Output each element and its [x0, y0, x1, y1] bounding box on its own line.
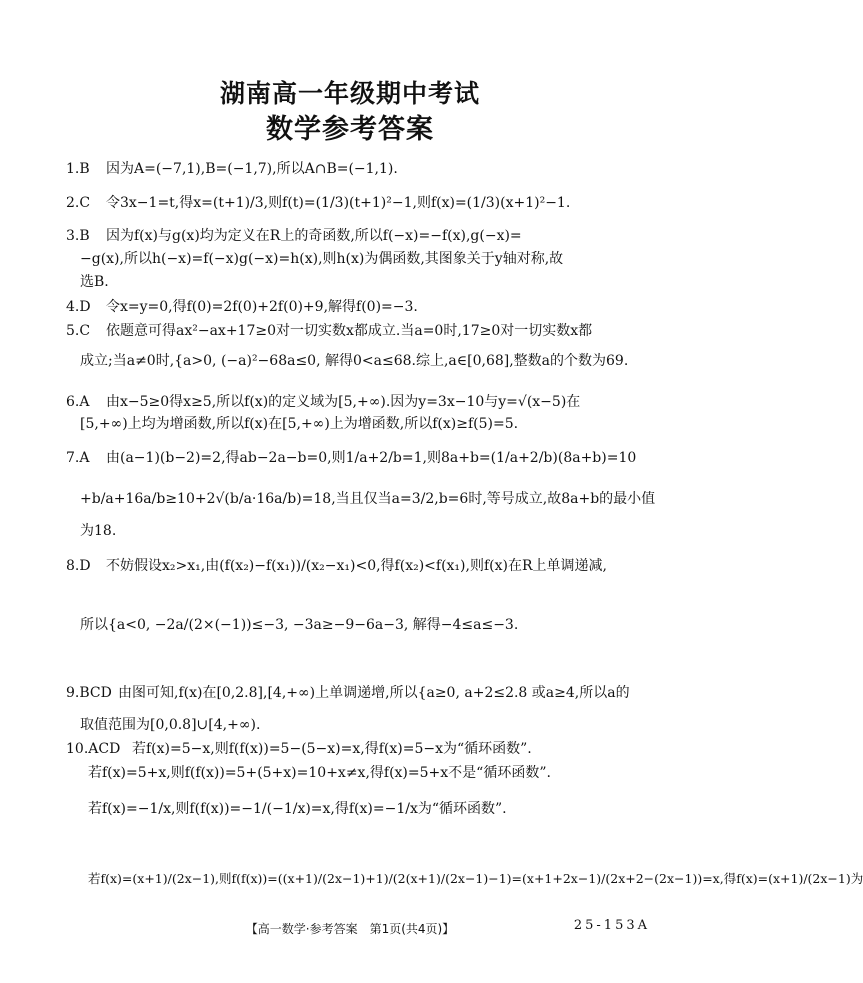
answer-number: 7.A — [66, 450, 90, 466]
page-footer: 【高一数学·参考答案 第1页(共4页)】 — [245, 922, 455, 936]
answer-line: 不妨假设x₂>x₁,由(f(x₂)−f(x₁))/(x₂−x₁)<0,得f(x₂)<f(x₁),则f(x)在R上单调递减, — [106, 558, 607, 574]
answer-number: 3.B — [66, 228, 90, 244]
page-title: 湖南高一年级期中考试 — [219, 79, 480, 108]
answer-line: −g(x),所以h(−x)=f(−x)g(−x)=h(x),则h(x)为偶函数,其图象关于y轴对称,故 — [80, 251, 564, 267]
answer-line: [5,+∞)上均为增函数,所以f(x)在[5,+∞)上为增函数,所以f(x)≥f(5)=5. — [80, 416, 519, 432]
answer-number: 9.BCD — [66, 685, 112, 701]
answer-line: 因为A=(−7,1),B=(−1,7),所以A∩B=(−1,1). — [106, 161, 398, 177]
answer-line: 为18. — [80, 523, 117, 539]
answer-number: 4.D — [66, 299, 91, 315]
answer-line: 若f(x)=−1/x,则f(f(x))=−1/(−1/x)=x,得f(x)=−1/x为“循环函数”. — [88, 801, 507, 817]
answer-line: 选B. — [80, 274, 109, 290]
answer-line: 依题意可得ax²−ax+17≥0对一切实数x都成立.当a=0时,17≥0对一切实数x都 — [106, 323, 593, 339]
answer-line: 令3x−1=t,得x=(t+1)/3,则f(t)=(1/3)(t+1)²−1,则f(x)=(1/3)(x+1)²−1. — [106, 195, 571, 211]
answer-number: 2.C — [66, 195, 91, 211]
answer-line: 所以{a<0, −2a/(2×(−1))≤−3, −3a≥−9−6a−3, 解得−4≤a≤−3. — [80, 617, 519, 633]
answer-line: 由x−5≥0得x≥5,所以f(x)的定义域为[5,+∞).因为y=3x−10与y=√(x−5)在 — [106, 394, 581, 410]
page-subtitle: 数学参考答案 — [266, 114, 434, 145]
answer-line: +b/a+16a/b≥10+2√(b/a·16a/b)=18,当且仅当a=3/2,b=6时,等号成立,故8a+b的最小值 — [80, 491, 656, 507]
answer-line: 取值范围为[0,0.8]∪[4,+∞). — [80, 717, 261, 733]
answer-line: 若f(x)=5+x,则f(f(x))=5+(5+x)=10+x≠x,得f(x)=5+x不是“循环函数”. — [88, 765, 551, 781]
answer-line: 因为f(x)与g(x)均为定义在R上的奇函数,所以f(−x)=−f(x),g(−x)= — [106, 228, 522, 244]
answer-line: 由(a−1)(b−2)=2,得ab−2a−b=0,则1/a+2/b=1,则8a+b=(1/a+2/b)(8a+b)=10 — [106, 450, 637, 466]
answer-line: 由图可知,f(x)在[0,2.8],[4,+∞)上单调递增,所以{a≥0, a+2≤2.8 或a≥4,所以a的 — [118, 685, 630, 701]
answer-number: 10.ACD — [66, 741, 121, 757]
answer-line: 成立;当a≠0时,{a>0, (−a)²−68a≤0, 解得0<a≤68.综上,a∈[0,68],整数a的个数为69. — [80, 353, 629, 369]
answer-line: 若f(x)=(x+1)/(2x−1),则f(f(x))=((x+1)/(2x−1)+1)/(2(x+1)/(2x−1)−1)=(x+1+2x−1)/(2x+2−(2x−1))=x,得f(x)=(x+1)/(2x−1)为 — [88, 871, 863, 886]
answer-number: 8.D — [66, 558, 91, 574]
answer-number: 1.B — [66, 161, 90, 177]
answer-number: 6.A — [66, 394, 90, 410]
answer-line: 令x=y=0,得f(0)=2f(0)+2f(0)+9,解得f(0)=−3. — [106, 299, 418, 315]
document-code: 25-153A — [573, 918, 650, 933]
answer-line: 若f(x)=5−x,则f(f(x))=5−(5−x)=x,得f(x)=5−x为“循环函数”. — [132, 741, 532, 757]
answer-number: 5.C — [66, 323, 91, 339]
